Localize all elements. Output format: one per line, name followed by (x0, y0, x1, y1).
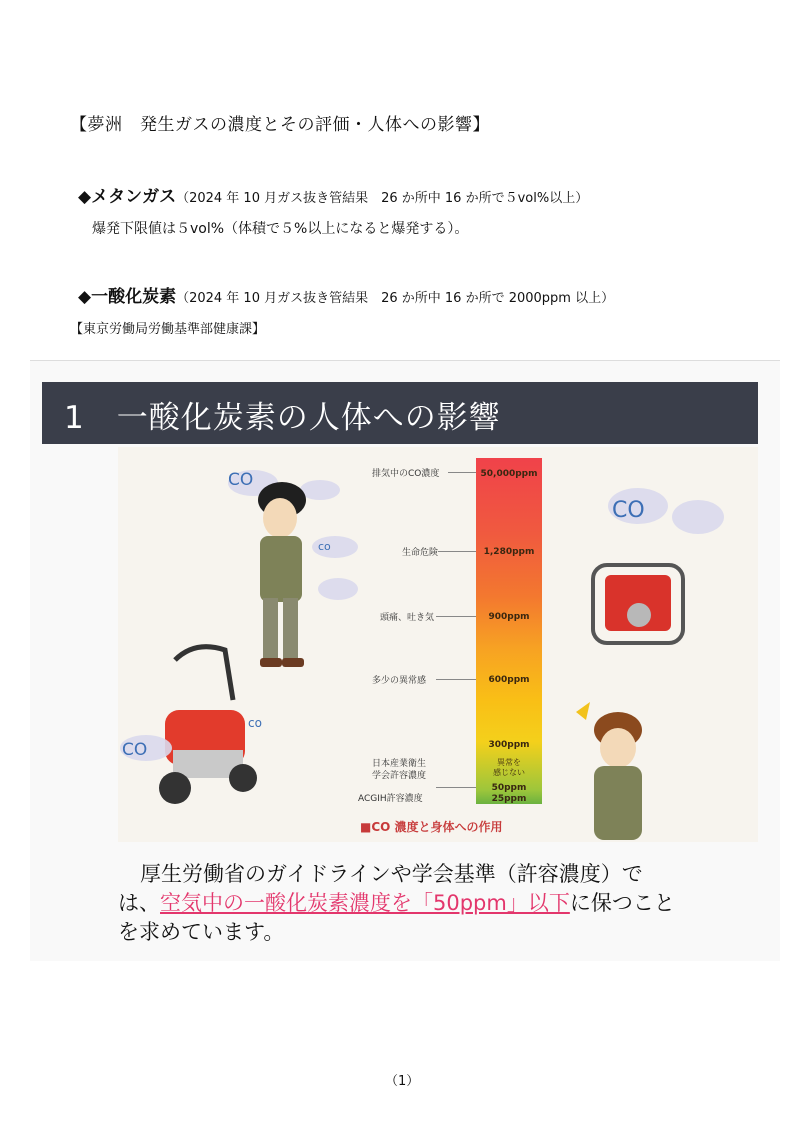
slide-title-band (42, 382, 758, 444)
co-text-small: co (318, 540, 331, 553)
page-title: 【夢洲 発生ガスの濃度とその評価・人体への影響】 (70, 115, 490, 135)
methane-detail: （2024 年 10 月ガス抜き管結果 26 か所中 16 か所で５vol%以上） (176, 191, 589, 206)
scale-value: 600ppm (488, 675, 530, 685)
scale-tick (436, 616, 476, 617)
scale-value: 1,280ppm (483, 547, 535, 557)
note-line-2 (118, 889, 758, 918)
guideline-note (118, 860, 758, 947)
scale-value: 50,000ppm (480, 469, 538, 479)
note-line-2-post: に保つこと (569, 891, 675, 915)
co-heading (78, 282, 614, 307)
co-text-small: co (248, 716, 262, 730)
scale-tick (436, 679, 476, 680)
slide-title: 1 一酸化炭素の人体への影響 (64, 400, 501, 436)
chart-caption: ■CO 濃度と身体への作用 (360, 820, 503, 834)
scale-label: 日本産業衛生 学会許容濃度 (372, 759, 427, 781)
scale-value: 25ppm (491, 794, 527, 804)
scale-tick (438, 551, 476, 552)
note-line-2-pre: は、 (118, 891, 160, 915)
co-heading-text: ◆一酸化炭素 (78, 287, 177, 307)
co-text: CO (122, 740, 148, 760)
lawnmower-illustration (135, 640, 265, 810)
note-line-3: を求めています。 (118, 920, 285, 944)
smoke-cloud (672, 500, 724, 534)
methane-heading-text: ◆メタンガス (78, 187, 177, 207)
note-highlight: 空気中の一酸化炭素濃度を「50ppm」以下 (160, 891, 570, 915)
page-number: （1） (385, 1074, 420, 1089)
methane-heading (78, 182, 588, 207)
scale-label: 頭痛、吐き気 (380, 613, 435, 623)
methane-limit: 爆発下限値は５vol%（体積で５%以上になると爆発する）。 (92, 221, 469, 237)
scale-value: 300ppm (488, 740, 530, 750)
source-label: 【東京労働局労働基準部健康課】 (70, 322, 266, 337)
co-concentration-bar (476, 458, 542, 804)
scale-label: 排気中のCO濃度 (372, 469, 440, 479)
note-line-1: 厚生労働省のガイドラインや学会基準（許容濃度）で (140, 862, 643, 886)
scale-value: 50ppm (491, 783, 527, 793)
scale-tick (436, 787, 476, 788)
co-text: CO (612, 498, 645, 523)
co-text: CO (228, 470, 254, 490)
scale-label: 多少の異常感 (372, 676, 427, 686)
man-headache-illustration (568, 700, 664, 840)
scale-label: ACGIH許容濃度 (358, 794, 423, 804)
scale-value: 900ppm (488, 612, 530, 622)
scale-label: 生命危険 (402, 548, 439, 558)
co-detail: （2024 年 10 月ガス抜き管結果 26 か所中 16 か所で 2000ppm 以上） (176, 291, 615, 306)
scale-tick (448, 472, 476, 473)
generator-illustration (575, 545, 705, 665)
scale-value: 異常を 感じない (493, 758, 525, 777)
